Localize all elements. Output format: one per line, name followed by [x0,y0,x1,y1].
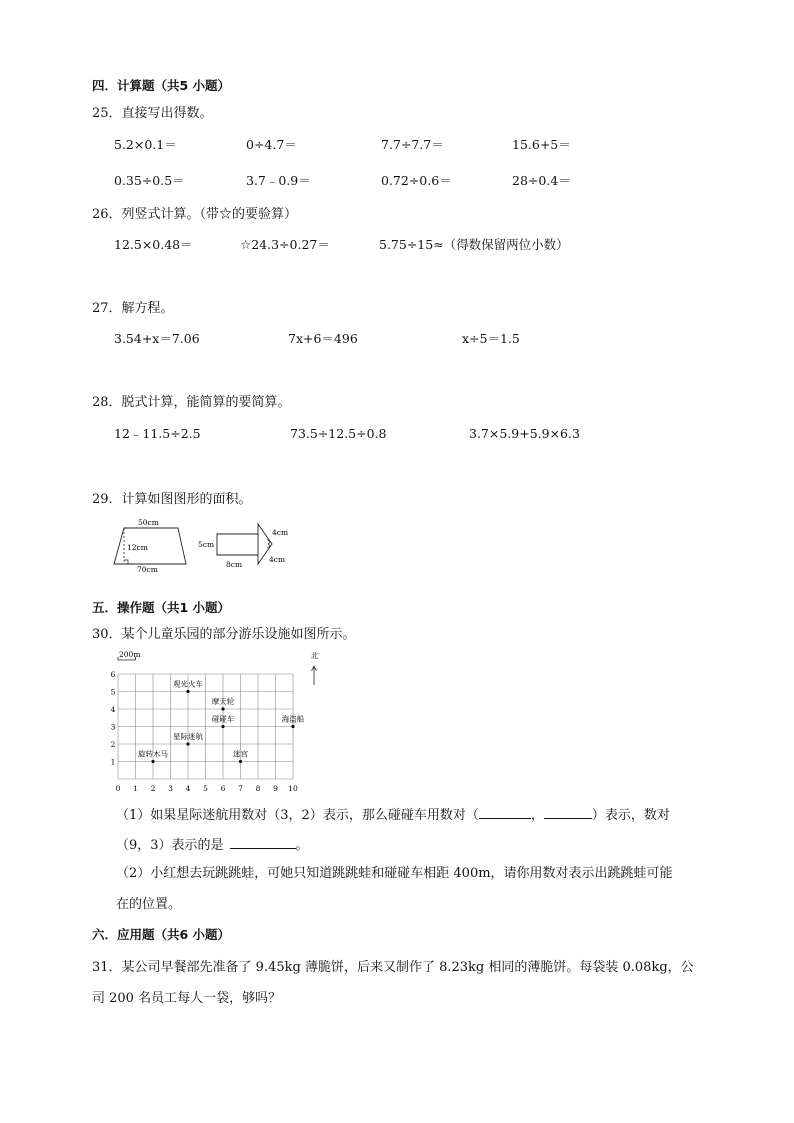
q25-expr: 28÷0.4＝ [512,173,571,188]
north-label: 北 [311,651,319,660]
q26-expr: 5.75÷15≈（得数保留两位小数） [379,237,569,252]
q25-expr: 5.2×0.1＝ [114,137,177,152]
y-tick-label: 2 [110,740,116,749]
section-5-title: 五．操作题（共1 小题） [92,600,231,615]
trapezoid-figure [114,518,186,574]
q30-sub1-line1 [116,806,670,822]
map-point [221,725,224,728]
x-tick-label: 3 [168,784,173,793]
q30-sub1-text-d: （9，3）表示的是 [116,838,224,853]
map-point [151,760,154,763]
q26-expr: 12.5×0.48＝ [114,237,193,252]
x-tick-label: 1 [133,784,138,793]
map-point-label: 迷宫 [233,749,248,759]
x-tick-label: 10 [288,784,298,793]
x-tick-label: 4 [185,784,191,793]
q30-sub1-text-b: ， [530,808,544,823]
answer-blank-y[interactable] [544,806,592,819]
y-tick-label: 6 [110,670,116,679]
y-tick-label: 1 [110,757,116,767]
q25-expr: 7.7÷7.7＝ [381,137,444,152]
q31-line1: 31．某公司早餐部先准备了 9.45kg 薄脆饼，后来又制作了 8.23kg 相同的薄脆饼。每袋装 0.08kg，公 [92,960,694,975]
map-point-label: 碰碰车 [211,714,235,724]
q27-expr: 7x+6＝496 [288,331,358,346]
q25-expr: 15.6+5＝ [512,137,571,152]
answer-blank-place[interactable] [230,836,296,849]
x-tick-label: 5 [203,784,208,793]
q25-expr: 0÷4.7＝ [246,137,297,152]
map-point [239,760,242,763]
map-point-label: 观光火车 [173,679,203,689]
q30-sub2-line2: 在的位置。 [116,897,182,912]
x-tick-label: 0 [115,784,121,793]
q30-prompt: 30．某个儿童乐园的部分游乐设施如图所示。 [92,627,356,642]
section-4-title: 四．计算题（共5 小题） [92,78,231,93]
q25-expr: 0.35÷0.5＝ [114,173,185,188]
pent-right-bottom-label: 4cm [269,555,286,564]
map-point [221,707,224,710]
x-tick-label: 8 [255,784,261,793]
q29-figures [108,514,298,574]
trap-bottom-label: 70cm [137,565,158,574]
q28-expr: 3.7×5.9+5.9×6.3 [469,426,580,441]
q25-prompt: 25．直接写出得数。 [92,106,213,121]
q26-prompt: 26．列竖式计算。（带☆的要验算） [92,207,298,222]
q30-sub1-text-a: （1）如果星际迷航用数对（3，2）表示，那么碰碰车用数对（ [116,808,479,823]
pent-bottom-label: 8cm [226,560,243,569]
pent-right-top-label: 4cm [272,528,289,537]
q25-expr: 0.72÷0.6＝ [381,173,452,188]
y-tick-label: 5 [110,687,116,697]
x-tick-label: 2 [150,784,156,793]
x-tick-label: 7 [238,784,243,793]
trap-height-label: 12cm [127,543,148,552]
y-tick-label: 4 [110,705,116,714]
q29-prompt: 29．计算如图图形的面积。 [92,492,252,507]
amusement-park-grid-map [108,645,328,795]
q28-prompt: 28．脱式计算，能简算的要简算。 [92,395,291,410]
y-tick-label: 3 [110,722,116,732]
q30-sub1-text-e: 。 [295,838,309,853]
q30-sub1-line2 [116,836,309,852]
map-point-label: 星际迷航 [173,732,203,741]
map-point [186,742,189,745]
q30-sub2-line1: （2）小红想去玩跳跳蛙，可她只知道跳跳蛙和碰碰车相距 400m，请你用数对表示出跳跳蛙可能 [116,866,673,881]
q25-expr: 3.7﹣0.9＝ [246,173,311,188]
x-tick-label: 6 [220,784,226,793]
map-point-label: 海盗船 [281,714,305,724]
section-6-title: 六．应用题（共6 小题） [92,927,231,942]
q26-expr: ☆24.3÷0.27＝ [240,237,330,252]
trap-top-label: 50cm [138,518,159,527]
q30-sub1-text-c: ）表示，数对 [591,808,670,823]
q27-expr: 3.54+x＝7.06 [114,331,200,346]
map-point-label: 旋转木马 [138,749,168,759]
pent-left-label: 5cm [198,540,215,549]
map-point [291,725,294,728]
map-point-label: 摩天轮 [211,697,235,706]
pentagon-figure [198,524,288,569]
q28-expr: 73.5÷12.5÷0.8 [290,426,387,441]
scale-label: 200m [119,650,141,659]
q27-prompt: 27．解方程。 [92,301,174,316]
map-point [186,690,189,693]
x-tick-label: 9 [273,784,278,793]
q31-line2: 司 200 名员工每人一袋，够吗？ [92,991,282,1006]
answer-blank-x[interactable] [479,806,531,819]
q28-expr: 12﹣11.5÷2.5 [114,426,201,441]
q27-expr: x÷5＝1.5 [462,331,520,346]
